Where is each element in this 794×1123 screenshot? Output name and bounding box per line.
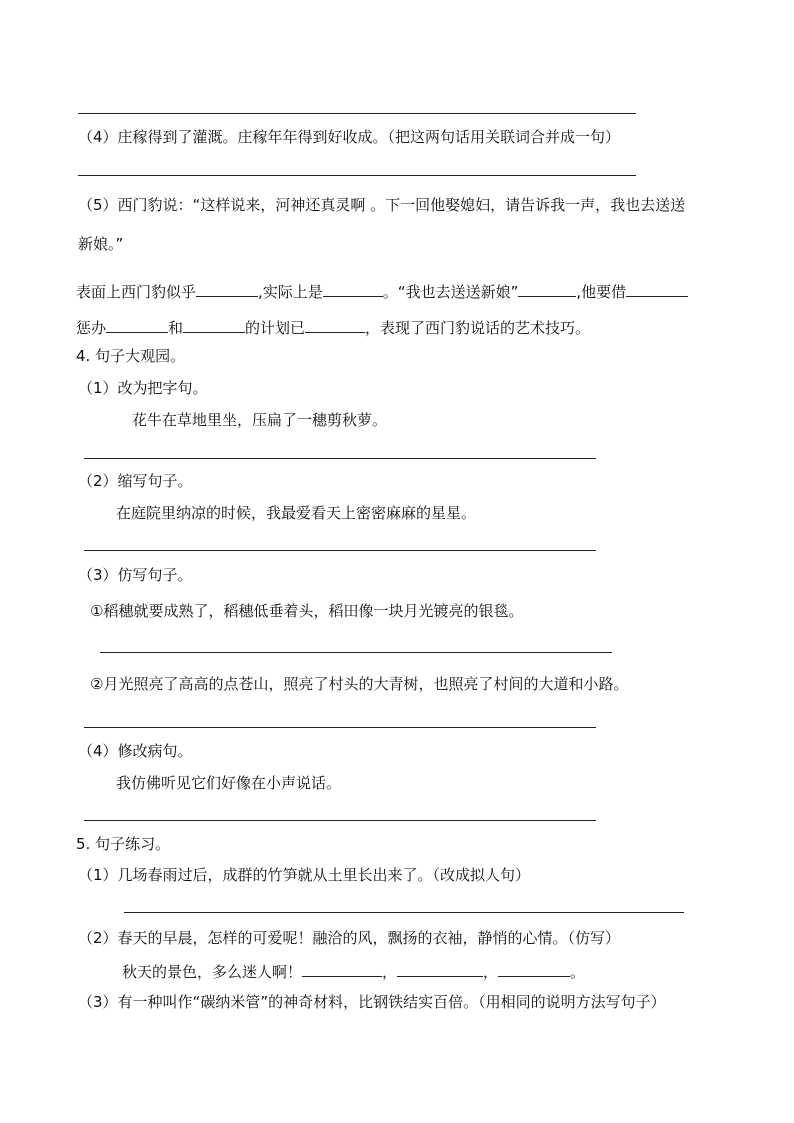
answer-line[interactable] <box>78 113 636 114</box>
question-5-2-fill-line <box>122 960 585 982</box>
fill-text: 和 <box>168 319 184 337</box>
fill-text: ,他要借 <box>576 283 627 301</box>
question-4-3-item-1: ①稻穗就要成熟了，稻穗低垂着头，稻田像一块月光镀亮的银毯。 <box>90 602 524 620</box>
question-4-2-sentence: 在庭院里纳凉的时候，我最爱看天上密密麻麻的星星。 <box>116 504 477 522</box>
question-4-1-sentence: 花牛在草地里坐，压扁了一穗剪秋萝。 <box>132 411 388 429</box>
answer-line[interactable] <box>84 820 596 821</box>
question-4-3-item-2: ②月光照亮了高高的点苍山，照亮了村头的大青树，也照亮了村间的大道和小路。 <box>90 675 629 693</box>
answer-line[interactable] <box>124 912 684 913</box>
fill-text: ， <box>483 963 499 981</box>
question-4-2-label: （2）缩写句子。 <box>78 472 193 490</box>
fill-blank[interactable] <box>626 280 688 297</box>
question-4-4-sentence: 我仿佛听见它们好像在小声说话。 <box>116 774 342 792</box>
fill-text: ,实际上是 <box>258 283 323 301</box>
fill-text: 。 <box>570 963 586 981</box>
question-5-2-label: （2）春天的早晨，怎样的可爱呢！融洽的风，飘扬的衣袖，静悄的心情。（仿写） <box>78 929 621 947</box>
question-3-4-label: （4）庄稼得到了灌溉。庄稼年年得到好收成。（把这两句话用关联词合并成一句） <box>78 128 621 146</box>
question-5-3-label: （3）有一种叫作“碳纳米管”的神奇材料，比钢铁结实百倍。（用相同的说明方法写句子） <box>78 993 666 1011</box>
fill-blank[interactable] <box>302 960 382 977</box>
question-3-5-fill-line-2 <box>76 316 590 338</box>
fill-blank[interactable] <box>106 316 168 333</box>
question-5-1-label: （1）几场春雨过后，成群的竹笋就从土里长出来了。（改成拟人句） <box>78 866 531 884</box>
question-4-4-label: （4）修改病句。 <box>78 742 193 760</box>
fill-text: 。“我也去送送新娘” <box>382 283 519 301</box>
question-5-heading: 5. 句子练习。 <box>76 835 171 853</box>
fill-blank[interactable] <box>498 960 570 977</box>
fill-blank[interactable] <box>305 316 365 333</box>
fill-text: 的计划已 <box>245 319 306 337</box>
fill-text: 惩办 <box>76 319 107 337</box>
fill-text: ， <box>382 963 398 981</box>
fill-text: 秋天的景色，多么迷人啊！ <box>122 963 303 981</box>
answer-line[interactable] <box>78 175 636 176</box>
fill-text: 表面上西门豹似乎 <box>76 283 197 301</box>
question-4-heading: 4. 句子大观园。 <box>76 347 186 365</box>
fill-blank[interactable] <box>397 960 483 977</box>
fill-blank[interactable] <box>518 280 576 297</box>
question-4-3-label: （3）仿写句子。 <box>78 566 193 584</box>
question-3-5-label-cont: 新娘。” <box>78 235 124 253</box>
question-3-5-fill-line-1 <box>76 280 688 302</box>
answer-line[interactable] <box>84 458 596 459</box>
answer-line[interactable] <box>84 550 596 551</box>
answer-line[interactable] <box>84 727 596 728</box>
answer-line[interactable] <box>100 652 612 653</box>
question-4-1-label: （1）改为把字句。 <box>78 379 208 397</box>
fill-blank[interactable] <box>323 280 383 297</box>
question-3-5-label: （5）西门豹说：“这样说来，河神还真灵啊 。下一回他娶媳妇，请告诉我一声，我也去送送 <box>78 196 686 214</box>
fill-text: ，表现了西门豹说话的艺术技巧。 <box>365 319 591 337</box>
fill-blank[interactable] <box>196 280 258 297</box>
fill-blank[interactable] <box>183 316 245 333</box>
